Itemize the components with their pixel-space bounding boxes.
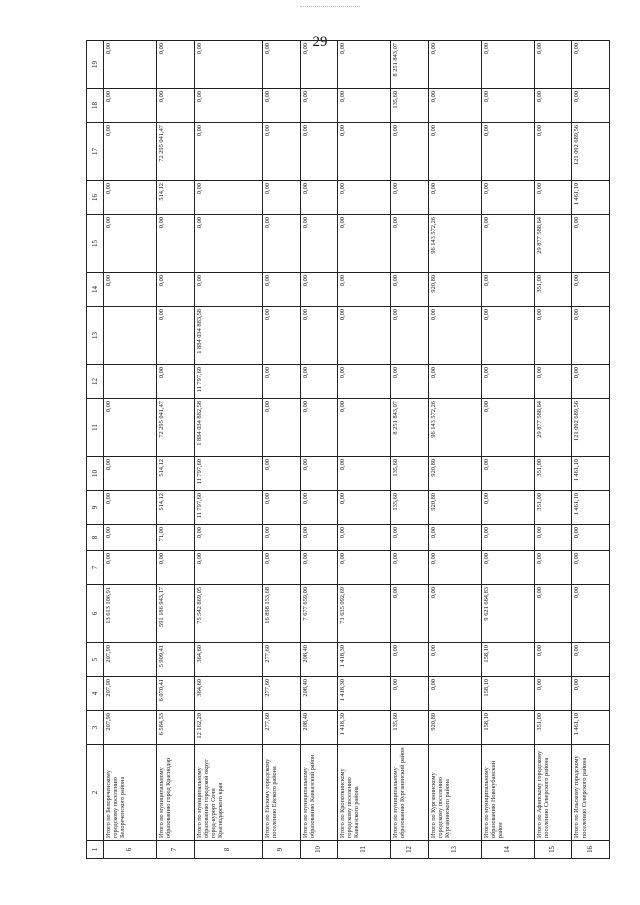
table-cell: 0,00 — [391, 551, 429, 585]
table-row — [338, 41, 391, 859]
column-header: 16 — [87, 181, 104, 215]
table-cell: 0,00 — [481, 181, 534, 215]
table-cell: 0,00 — [157, 215, 195, 273]
table-cell: 135,60 — [391, 491, 429, 525]
municipality-name: Итого по Кропоткинскому городскому поселению Кавказского района — [338, 745, 391, 841]
table-cell: 0,00 — [263, 273, 301, 307]
column-header: 12 — [87, 365, 104, 399]
table-cell: 135,60 — [391, 457, 429, 491]
table-cell: 0,00 — [534, 643, 572, 677]
table-cell: 0,00 — [572, 551, 610, 585]
table-cell: 0,00 — [481, 399, 534, 457]
table-cell: 0,00 — [338, 551, 391, 585]
table-cell: 135,60 — [391, 711, 429, 745]
row-number: 6 — [104, 841, 157, 859]
table-cell: 0,00 — [391, 273, 429, 307]
table-cell: 0,00 — [194, 525, 263, 551]
table-cell: 0,00 — [572, 585, 610, 643]
table-cell: 0,00 — [300, 525, 338, 551]
row-number: 10 — [300, 841, 338, 859]
table-cell: 0,00 — [481, 457, 534, 491]
table-cell: 72 295 041,47 — [157, 123, 195, 181]
table-cell: 0,00 — [300, 41, 338, 89]
table-cell: 0,00 — [263, 41, 301, 89]
table-cell: 207,90 — [104, 677, 157, 711]
table-cell: 0,00 — [481, 89, 534, 123]
table-cell: 13 613 106,91 — [104, 585, 157, 643]
table-cell: 0,00 — [263, 123, 301, 181]
table-cell: 1 461,10 — [572, 491, 610, 525]
column-header: 14 — [87, 273, 104, 307]
table-cell: 277,60 — [263, 677, 301, 711]
table-cell: 1 461,10 — [572, 181, 610, 215]
table-cell: 0,00 — [534, 677, 572, 711]
table-cell: 364,60 — [194, 677, 263, 711]
table-cell: 121 092 689,56 — [572, 123, 610, 181]
table-cell: 514,12 — [157, 491, 195, 525]
table-cell: 11 797,60 — [194, 457, 263, 491]
column-header: 2 — [87, 745, 104, 841]
table-row — [194, 41, 263, 859]
data-table-frame — [86, 43, 610, 859]
table-cell — [104, 365, 157, 399]
table-row — [572, 41, 610, 859]
column-header: 1 — [87, 841, 104, 859]
table-cell: 0,00 — [300, 89, 338, 123]
table-cell: 0,00 — [534, 123, 572, 181]
table-cell: 0,00 — [300, 457, 338, 491]
column-header: 13 — [87, 307, 104, 365]
table-cell: 0,00 — [104, 457, 157, 491]
municipality-name: Итого по муниципальному образованию городской округ город-курорт Сочи Краснодарского края — [194, 745, 263, 841]
table-cell: 920,80 — [428, 273, 481, 307]
table-row — [428, 41, 481, 859]
table-cell: 0,00 — [572, 215, 610, 273]
table-cell: 8 251 843,07 — [391, 41, 429, 89]
municipality-name: Итого по Белореченскому городскому поселению Белореченского района — [104, 745, 157, 841]
table-cell: 0,00 — [263, 365, 301, 399]
table-cell: 0,00 — [481, 551, 534, 585]
table-cell: 0,00 — [263, 457, 301, 491]
table-cell: 0,00 — [391, 525, 429, 551]
column-header: 10 — [87, 457, 104, 491]
table-cell: 0,00 — [104, 123, 157, 181]
table-cell: 71 635 092,69 — [338, 585, 391, 643]
column-header: 17 — [87, 123, 104, 181]
table-cell: 0,00 — [428, 551, 481, 585]
table-cell: 0,00 — [338, 399, 391, 457]
table-cell: 0,00 — [534, 365, 572, 399]
table-cell: 96 143 572,26 — [428, 399, 481, 457]
table-cell: 71,00 — [157, 525, 195, 551]
table-cell: 0,00 — [104, 215, 157, 273]
table-cell: 514,12 — [157, 457, 195, 491]
column-header: 6 — [87, 585, 104, 643]
table-cell: 0,00 — [428, 307, 481, 365]
table-cell: 0,00 — [338, 123, 391, 181]
table-cell: 1 884 034 883,58 — [194, 307, 263, 365]
municipality-name: Итого по Ейскому городскому поселению Ейского района — [263, 745, 301, 841]
municipality-name: Итого по Ильскому городскому поселению Северского района — [572, 745, 610, 841]
table-cell: 0,00 — [194, 41, 263, 89]
table-cell: 0,00 — [428, 365, 481, 399]
table-cell: 0,00 — [428, 585, 481, 643]
municipality-name: Итого по Афипскому городскому поселению Северского района — [534, 745, 572, 841]
table-cell: 208,40 — [300, 677, 338, 711]
table-cell: 16 898 153,68 — [263, 585, 301, 643]
rotated-table-wrapper — [86, 43, 610, 859]
table-cell: 0,00 — [428, 643, 481, 677]
table-row — [157, 41, 195, 859]
table-cell: 0,00 — [194, 181, 263, 215]
table-row — [300, 41, 338, 859]
table-cell: 0,00 — [104, 273, 157, 307]
table-cell: 158,10 — [481, 677, 534, 711]
table-cell: 121 092 689,56 — [572, 399, 610, 457]
column-header: 11 — [87, 399, 104, 457]
table-cell: 0,00 — [300, 551, 338, 585]
table-cell: 7 677 659,00 — [300, 585, 338, 643]
table-cell: 0,00 — [338, 273, 391, 307]
municipality-name: Итого по муниципальному образованию Новокубанский район — [481, 745, 534, 841]
column-header: 15 — [87, 215, 104, 273]
table-cell: 0,00 — [300, 365, 338, 399]
table-cell: 0,00 — [300, 181, 338, 215]
table-cell: 0,00 — [572, 41, 610, 89]
table-cell: 75 542 869,05 — [194, 585, 263, 643]
table-cell: 0,00 — [481, 273, 534, 307]
table-cell: 0,00 — [300, 273, 338, 307]
table-cell: 0,00 — [157, 89, 195, 123]
column-header: 18 — [87, 89, 104, 123]
table-cell: 1 461,10 — [572, 711, 610, 745]
table-cell: 96 143 572,26 — [428, 215, 481, 273]
table-cell: 0,00 — [338, 491, 391, 525]
table-cell: 0,00 — [572, 677, 610, 711]
table-cell: 0,00 — [263, 307, 301, 365]
row-number: 15 — [534, 841, 572, 859]
table-cell: 12 162,20 — [194, 711, 263, 745]
table-cell: 351,00 — [534, 273, 572, 307]
table-cell: 0,00 — [338, 365, 391, 399]
table-cell: 135,60 — [391, 89, 429, 123]
table-cell: 6 584,53 — [157, 711, 195, 745]
table-cell: 0,00 — [338, 89, 391, 123]
table-cell: 0,00 — [300, 307, 338, 365]
table-cell: 0,00 — [263, 551, 301, 585]
table-cell: 0,00 — [194, 215, 263, 273]
table-cell: 207,90 — [104, 711, 157, 745]
table-cell: 0,00 — [194, 551, 263, 585]
table-cell: 0,00 — [534, 41, 572, 89]
table-cell: 351,00 — [534, 711, 572, 745]
table-cell: 0,00 — [428, 89, 481, 123]
table-cell: 1 418,30 — [338, 711, 391, 745]
table-cell — [104, 307, 157, 365]
table-cell: 0,00 — [157, 41, 195, 89]
table-row — [391, 41, 429, 859]
table-cell: 920,80 — [428, 491, 481, 525]
table-cell: 5 909,41 — [157, 643, 195, 677]
table-cell: 0,00 — [104, 491, 157, 525]
table-cell: 158,10 — [481, 711, 534, 745]
table-cell: 0,00 — [338, 307, 391, 365]
column-header: 9 — [87, 491, 104, 525]
table-cell: 0,00 — [194, 123, 263, 181]
table-cell: 1 418,30 — [338, 643, 391, 677]
table-cell: 0,00 — [481, 123, 534, 181]
table-cell: 1 884 034 882,58 — [194, 399, 263, 457]
table-cell: 0,00 — [338, 457, 391, 491]
table-cell: 0,00 — [104, 525, 157, 551]
table-cell: 0,00 — [391, 181, 429, 215]
table-cell: 0,00 — [534, 181, 572, 215]
table-cell: 0,00 — [428, 525, 481, 551]
row-number: 7 — [157, 841, 195, 859]
table-cell: 0,00 — [263, 525, 301, 551]
data-table — [86, 40, 610, 859]
table-cell: 277,60 — [263, 711, 301, 745]
column-header: 4 — [87, 677, 104, 711]
table-cell: 0,00 — [481, 525, 534, 551]
column-header: 3 — [87, 711, 104, 745]
table-cell: 0,00 — [157, 273, 195, 307]
table-cell: 0,00 — [338, 181, 391, 215]
row-number: 11 — [338, 841, 391, 859]
table-cell: 0,00 — [338, 215, 391, 273]
table-cell: 0,00 — [338, 41, 391, 89]
table-cell: 364,60 — [194, 643, 263, 677]
table-cell: 8 251 843,07 — [391, 399, 429, 457]
table-cell: 0,00 — [572, 273, 610, 307]
table-cell: 0,00 — [300, 215, 338, 273]
row-number: 14 — [481, 841, 534, 859]
table-cell: 0,00 — [534, 551, 572, 585]
table-cell: 277,60 — [263, 643, 301, 677]
table-cell: 0,00 — [263, 89, 301, 123]
row-number: 12 — [391, 841, 429, 859]
table-cell: 0,00 — [391, 585, 429, 643]
table-cell: 0,00 — [157, 551, 195, 585]
table-cell: 591 186 943,17 — [157, 585, 195, 643]
table-cell: 0,00 — [534, 585, 572, 643]
row-number: 13 — [428, 841, 481, 859]
table-cell: 11 797,60 — [194, 491, 263, 525]
table-cell: 1 418,30 — [338, 677, 391, 711]
scan-artifact — [300, 6, 360, 10]
table-cell: 0,00 — [104, 41, 157, 89]
table-row — [481, 41, 534, 859]
table-cell: 0,00 — [428, 181, 481, 215]
table-cell: 208,40 — [300, 643, 338, 677]
row-number: 8 — [194, 841, 263, 859]
table-cell: 514,12 — [157, 181, 195, 215]
column-header: 7 — [87, 551, 104, 585]
table-cell: 0,00 — [263, 491, 301, 525]
table-cell: 0,00 — [481, 491, 534, 525]
municipality-name: Итого по Курганинскому городскому поселению Курганинского района — [428, 745, 481, 841]
table-cell: 920,80 — [428, 711, 481, 745]
table-cell: 0,00 — [428, 41, 481, 89]
table-row — [104, 41, 157, 859]
municipality-name: Итого по муниципальному образованию Курганинский район — [391, 745, 429, 841]
table-cell: 0,00 — [263, 215, 301, 273]
table-cell: 207,90 — [104, 643, 157, 677]
table-cell: 0,00 — [391, 123, 429, 181]
table-cell: 208,40 — [300, 711, 338, 745]
table-cell: 9 621 664,83 — [481, 585, 534, 643]
table-cell: 29 877 588,64 — [534, 215, 572, 273]
table-cell: 0,00 — [481, 307, 534, 365]
table-cell: 0,00 — [572, 365, 610, 399]
column-header: 8 — [87, 525, 104, 551]
table-cell: 0,00 — [338, 525, 391, 551]
table-cell: 1 461,10 — [572, 457, 610, 491]
table-cell: 72 295 041,47 — [157, 399, 195, 457]
table-cell: 6 070,41 — [157, 677, 195, 711]
table-cell: 0,00 — [194, 89, 263, 123]
table-cell: 0,00 — [391, 643, 429, 677]
table-cell: 0,00 — [300, 491, 338, 525]
table-cell: 0,00 — [481, 41, 534, 89]
table-row — [263, 41, 301, 859]
municipality-name: Итого по муниципальному образованию город Краснодар — [157, 745, 195, 841]
table-cell: 0,00 — [263, 399, 301, 457]
page-number: 29 — [312, 34, 328, 50]
table-body — [104, 41, 610, 859]
table-cell: 0,00 — [572, 643, 610, 677]
table-cell: 158,10 — [481, 643, 534, 677]
table-cell: 0,00 — [391, 677, 429, 711]
column-header: 5 — [87, 643, 104, 677]
table-cell: 0,00 — [391, 215, 429, 273]
table-cell: 0,00 — [194, 273, 263, 307]
table-cell: 0,00 — [428, 677, 481, 711]
table-cell: 0,00 — [300, 399, 338, 457]
table-cell: 0,00 — [534, 307, 572, 365]
table-cell: 0,00 — [263, 181, 301, 215]
table-cell: 0,00 — [104, 89, 157, 123]
table-cell: 0,00 — [104, 551, 157, 585]
table-cell: 351,00 — [534, 457, 572, 491]
table-cell: 0,00 — [481, 215, 534, 273]
table-row — [534, 41, 572, 859]
table-cell: 920,80 — [428, 457, 481, 491]
table-cell: 0,00 — [157, 365, 195, 399]
header-row — [87, 41, 104, 859]
table-cell: 0,00 — [391, 307, 429, 365]
table-cell: 0,00 — [300, 123, 338, 181]
table-cell: 0,00 — [157, 307, 195, 365]
column-header: 19 — [87, 41, 104, 89]
table-cell: 0,00 — [572, 525, 610, 551]
table-cell: 11 797,60 — [194, 365, 263, 399]
table-cell: 0,00 — [428, 123, 481, 181]
row-number: 16 — [572, 841, 610, 859]
row-number: 9 — [263, 841, 301, 859]
table-cell: 0,00 — [104, 181, 157, 215]
table-cell: 0,00 — [104, 399, 157, 457]
table-cell: 0,00 — [391, 365, 429, 399]
table-cell: 0,00 — [534, 89, 572, 123]
table-cell: 29 877 588,64 — [534, 399, 572, 457]
table-cell: 0,00 — [572, 89, 610, 123]
table-cell: 0,00 — [534, 525, 572, 551]
table-cell: 0,00 — [481, 365, 534, 399]
table-cell: 0,00 — [572, 307, 610, 365]
municipality-name: Итого по муниципальному образованию Кавказский район — [300, 745, 338, 841]
table-cell: 351,00 — [534, 491, 572, 525]
